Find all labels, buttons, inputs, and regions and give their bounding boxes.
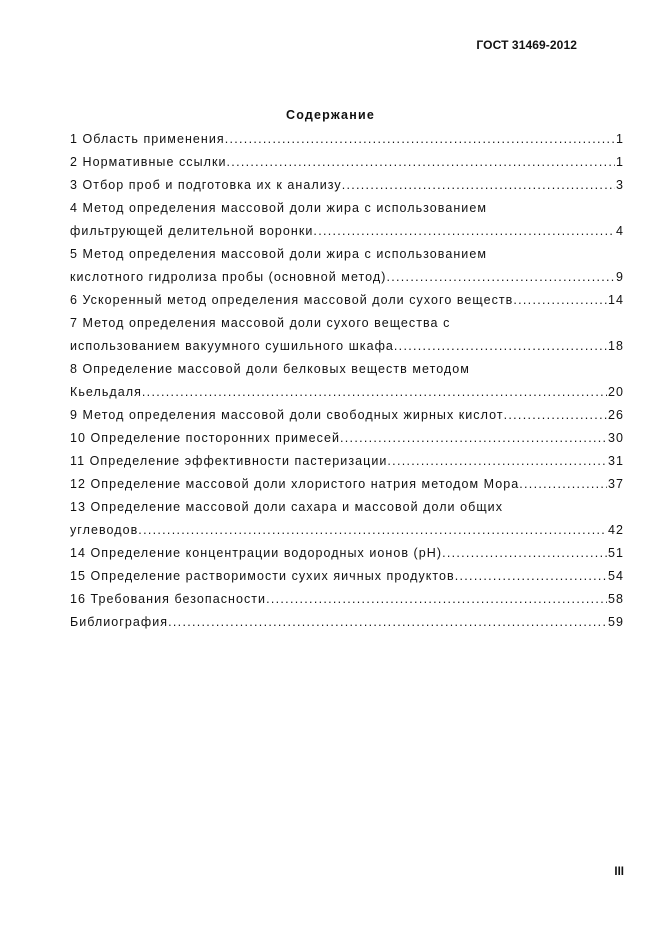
toc-entry-text: 13 Определение массовой доли сахара и массовой доли общих [70,500,503,514]
dot-leader [142,381,607,404]
toc-entry-page: 1 [615,155,624,169]
toc-entry-text: 1 Область применения [70,132,225,146]
toc-entry-text: Кьельдаля [70,385,142,399]
table-of-contents [70,128,624,634]
toc-entry-page: 1 [615,132,624,146]
toc-entry[interactable] [70,427,624,450]
toc-entry[interactable] [70,220,624,243]
toc-entry-page: 14 [607,293,624,307]
toc-entry-page: 30 [607,431,624,445]
toc-entry-page: 42 [607,523,624,537]
toc-entry-text: кислотного гидролиза пробы (основной метод) [70,270,387,284]
toc-entry[interactable] [70,473,624,496]
dot-leader [455,565,607,588]
toc-entry[interactable] [70,450,624,473]
toc-entry[interactable] [70,243,624,266]
toc-entry[interactable] [70,197,624,220]
dot-leader [313,220,615,243]
toc-entry-text: 2 Нормативные ссылки [70,155,227,169]
toc-entry-page: 59 [607,615,624,629]
toc-entry-page: 26 [607,408,624,422]
dot-leader [386,266,615,289]
toc-entry-page: 4 [615,224,624,238]
dot-leader [513,289,607,312]
toc-entry[interactable] [70,266,624,289]
toc-entry[interactable] [70,611,624,634]
toc-entry-page: 58 [607,592,624,606]
toc-entry[interactable] [70,335,624,358]
toc-entry[interactable] [70,358,624,381]
toc-entry[interactable] [70,496,624,519]
toc-entry-text: 5 Метод определения массовой доли жира с использованием [70,247,487,261]
toc-entry-text: 15 Определение растворимости сухих яичных продуктов [70,569,455,583]
toc-entry[interactable] [70,404,624,427]
toc-entry-text: Библиография [70,615,169,629]
toc-entry-text: 9 Метод определения массовой доли свободных жирных кислот [70,408,504,422]
dot-leader [266,588,607,611]
toc-entry-text: использованием вакуумного сушильного шкафа [70,339,394,353]
dot-leader [168,611,607,634]
document-code: ГОСТ 31469-2012 [476,38,577,52]
toc-entry-page: 54 [607,569,624,583]
toc-entry[interactable] [70,381,624,404]
toc-entry-page: 31 [607,454,624,468]
dot-leader [342,174,615,197]
toc-entry-page: 51 [607,546,624,560]
toc-entry-text: углеводов [70,523,139,537]
dot-leader [394,335,607,358]
dot-leader [442,542,607,565]
toc-entry[interactable] [70,289,624,312]
dot-leader [340,427,607,450]
toc-entry-page: 20 [607,385,624,399]
toc-entry-page: 18 [607,339,624,353]
toc-entry-page: 37 [607,477,624,491]
toc-entry[interactable] [70,565,624,588]
toc-entry-text: 12 Определение массовой доли хлористого натрия методом Мора [70,477,520,491]
dot-leader [227,151,615,174]
toc-entry-page: 9 [615,270,624,284]
dot-leader [504,404,607,427]
toc-entry-text: 7 Метод определения массовой доли сухого вещества с [70,316,451,330]
toc-entry-text: 14 Определение концентрации водородных ионов (рН) [70,546,443,560]
dot-leader [519,473,607,496]
toc-entry[interactable] [70,174,624,197]
toc-entry-text: 16 Требования безопасности [70,592,267,606]
toc-title: Содержание [285,108,375,122]
dot-leader [138,519,607,542]
toc-entry-text: 11 Определение эффективности пастеризации [70,454,388,468]
toc-entry-text: фильтрующей делительной воронки [70,224,314,238]
toc-entry-text: 10 Определение посторонних примесей [70,431,340,445]
dot-leader [387,450,607,473]
dot-leader [225,128,615,151]
toc-entry-page: 3 [615,178,624,192]
toc-entry[interactable] [70,128,624,151]
toc-entry-text: 8 Определение массовой доли белковых веществ методом [70,362,470,376]
toc-entry[interactable] [70,519,624,542]
toc-entry-text: 6 Ускоренный метод определения массовой доли сухого веществ [70,293,514,307]
toc-entry[interactable] [70,312,624,335]
page-number: III [614,866,624,878]
toc-entry[interactable] [70,542,624,565]
toc-entry[interactable] [70,588,624,611]
toc-entry-text: 3 Отбор проб и подготовка их к анализу [70,178,342,192]
toc-entry[interactable] [70,151,624,174]
toc-entry-text: 4 Метод определения массовой доли жира с использованием [70,201,487,215]
